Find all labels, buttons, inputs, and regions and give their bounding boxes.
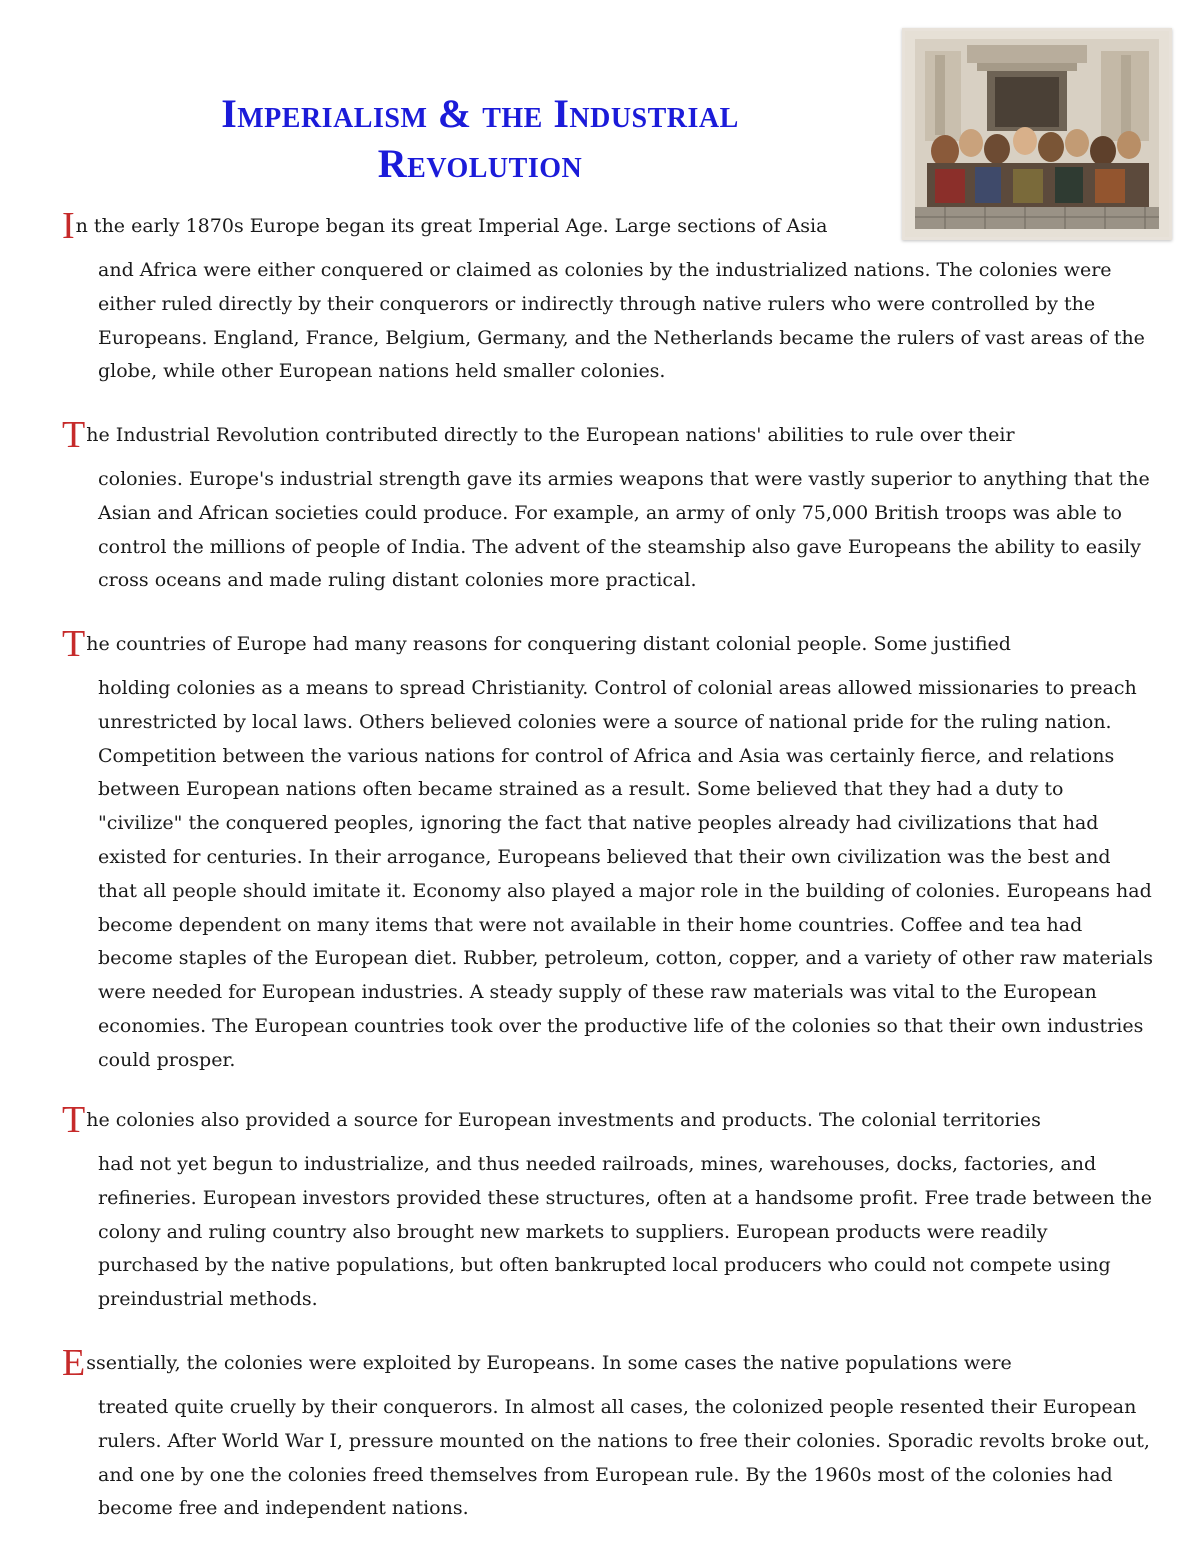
paragraph-lead: he colonies also provided a source for European investments and products. The colonial territories <box>86 1109 1041 1131</box>
paragraph-1 <box>62 205 1152 389</box>
paragraph-lead: he Industrial Revolution contributed directly to the European nations' abilities to rule over their <box>86 424 1015 446</box>
paragraph-lead: n the early 1870s Europe began its great Imperial Age. Large sections of Asia <box>75 215 828 237</box>
paragraph-4 <box>62 1099 1152 1317</box>
paragraph-body: colonies. Europe's industrial strength gave its armies weapons that were vastly superior to anything that the Asian and African societies could produce. For example, an army of only 75,000 British troops was able to control the millions of people of India. The advent of the steamship also gave Europeans the ability to easily cross oceans and made ruling distant colonies more practical. <box>98 468 1150 592</box>
drop-cap: I <box>62 205 75 247</box>
paragraph-body: treated quite cruelly by their conquerors. In almost all cases, the colonized people resented their European rulers. After World War I, pressure mounted on the nations to free their colonies. Sporadic revolts broke out, and one by one the colonies freed themselves from European rule. By the 1960s most of the colonies had become free and independent nations. <box>98 1396 1150 1520</box>
drop-cap: T <box>62 1099 86 1141</box>
paragraph-lead: he countries of Europe had many reasons for conquering distant colonial people. Some justified <box>86 633 1011 655</box>
paragraph-2 <box>62 414 1152 598</box>
drop-cap: T <box>62 623 86 665</box>
paragraph-lead: ssentially, the colonies were exploited by Europeans. In some cases the native populations were <box>86 1352 1012 1374</box>
drop-cap: E <box>62 1342 86 1384</box>
title-line-2: Revolution <box>377 140 583 186</box>
paragraph-body: holding colonies as a means to spread Christianity. Control of colonial areas allowed missionaries to preach unrestricted by local laws. Others believed colonies were a source of national pride for the ruling nation. Competition between the various nations for control of Africa and Asia was certainly fierce, and relations between European nations often became strained as a result. Some believed that they had a duty to "civilize" the conquered peoples, ignoring the fact that native peoples already had civilizations that had existed for centuries. In their arrogance, Europeans believed that their own civilization was the best and that all people should imitate it. Economy also played a major role in the building of colonies. Europeans had become dependent on many items that were not available in their home countries. Coffee and tea had become staples of the European diet. Rubber, petroleum, cotton, copper, and a variety of other raw materials were needed for European industries. A steady supply of these raw materials was vital to the European economies. The European countries took over the productive life of the colonies so that their own industries could prosper. <box>98 677 1153 1071</box>
crowd-painting-image <box>905 31 1169 237</box>
historical-illustration <box>902 28 1172 240</box>
title-line-1: Imperialism & the Industrial <box>221 90 739 136</box>
paragraph-5 <box>62 1342 1152 1526</box>
page-title <box>130 89 830 189</box>
drop-cap: T <box>62 414 86 456</box>
paragraph-body: and Africa were either conquered or claimed as colonies by the industrialized nations. The colonies were either ruled directly by their conquerors or indirectly through native rulers who were controlled by the Europeans. England, France, Belgium, Germany, and the Netherlands became the rulers of vast areas of the globe, while other European nations held smaller colonies. <box>98 259 1145 383</box>
paragraph-body: had not yet begun to industrialize, and thus needed railroads, mines, warehouses, docks, factories, and refineries. European investors provided these structures, often at a handsome profit. Free trade between the colony and ruling country also brought new markets to suppliers. European products were readily purchased by the native populations, but often bankrupted local producers who could not compete using preindustrial methods. <box>98 1153 1152 1311</box>
paragraph-3 <box>62 623 1153 1078</box>
